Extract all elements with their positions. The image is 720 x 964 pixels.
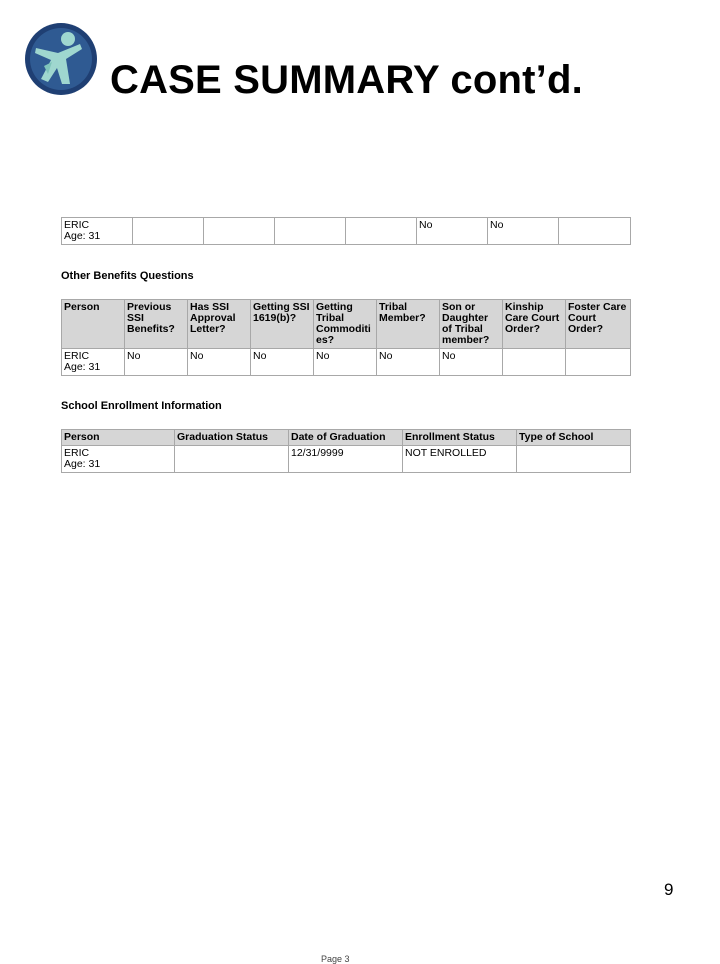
- table-cell: [204, 218, 275, 245]
- person-cell: [62, 446, 175, 473]
- table-cell: [517, 446, 631, 473]
- table-cell: [503, 349, 566, 376]
- person-name: ERIC: [64, 447, 90, 459]
- table-row: [62, 218, 631, 245]
- slide-number: 9: [664, 880, 674, 899]
- column-header: Graduation Status: [175, 430, 289, 446]
- person-cell: [62, 349, 125, 376]
- person-age: Age: 31: [64, 458, 101, 470]
- person-name: ERIC: [64, 350, 90, 362]
- column-header: Getting Tribal Commoditi es?: [314, 300, 377, 349]
- table-row: [62, 446, 631, 473]
- table-cell: [133, 218, 204, 245]
- other-benefits-table: [61, 299, 631, 376]
- column-header: Getting SSI 1619(b)?: [251, 300, 314, 349]
- column-header: Person: [62, 430, 175, 446]
- table-cell: No: [377, 349, 440, 376]
- column-header: Tribal Member?: [377, 300, 440, 349]
- table-cell: [175, 446, 289, 473]
- person-name: ERIC: [64, 219, 90, 231]
- agency-logo-icon: [24, 22, 98, 96]
- benefits-table-continued: [61, 217, 631, 245]
- column-header: Type of School: [517, 430, 631, 446]
- school-enrollment-table: [61, 429, 631, 473]
- table-cell: NOT ENROLLED: [403, 446, 517, 473]
- column-header: Has SSI Approval Letter?: [188, 300, 251, 349]
- table-row: [62, 349, 631, 376]
- page-title: CASE SUMMARY cont’d.: [110, 58, 583, 102]
- column-header: Son or Daughter of Tribal member?: [440, 300, 503, 349]
- table-cell: [275, 218, 346, 245]
- person-age: Age: 31: [64, 361, 101, 373]
- table-cell: No: [417, 218, 488, 245]
- other-benefits-heading: Other Benefits Questions: [61, 270, 194, 282]
- column-header: Date of Graduation: [289, 430, 403, 446]
- column-header: Person: [62, 300, 125, 349]
- school-enrollment-heading: School Enrollment Information: [61, 400, 222, 412]
- column-header: Kinship Care Court Order?: [503, 300, 566, 349]
- table-header-row: [62, 430, 631, 446]
- column-header: Foster Care Court Order?: [566, 300, 631, 349]
- column-header: Previous SSI Benefits?: [125, 300, 188, 349]
- table-cell: [566, 349, 631, 376]
- table-cell: No: [251, 349, 314, 376]
- table-cell: [559, 218, 631, 245]
- person-cell: [62, 218, 133, 245]
- column-header: Enrollment Status: [403, 430, 517, 446]
- table-cell: 12/31/9999: [289, 446, 403, 473]
- table-cell: No: [314, 349, 377, 376]
- page-label: Page 3: [321, 954, 350, 964]
- table-header-row: [62, 300, 631, 349]
- table-cell: [346, 218, 417, 245]
- table-cell: No: [188, 349, 251, 376]
- person-age: Age: 31: [64, 230, 101, 242]
- table-cell: No: [440, 349, 503, 376]
- table-cell: No: [488, 218, 559, 245]
- table-cell: No: [125, 349, 188, 376]
